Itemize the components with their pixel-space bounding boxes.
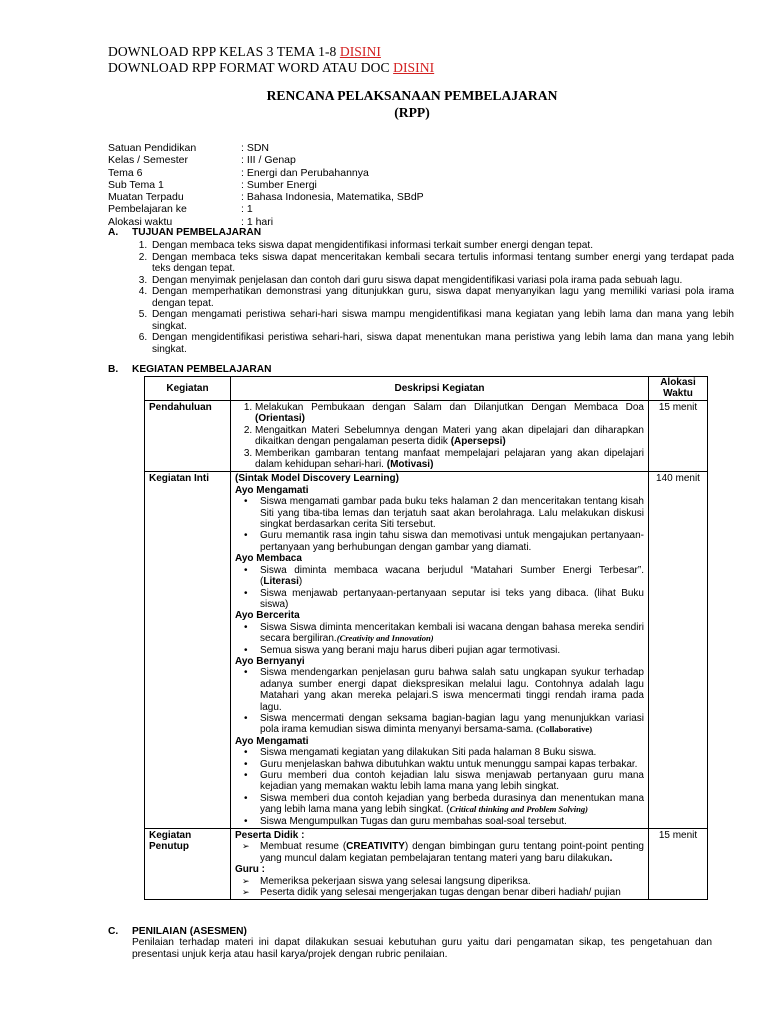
row-description bbox=[231, 472, 649, 829]
info-row: Kelas / Semester : III / Genap bbox=[108, 154, 296, 167]
list-item: • Guru menjelaskan bahwa dibutuhkan waktu untuk menunggu sampai kapas terbakar. bbox=[250, 759, 644, 770]
list-item: • Siswa mencermati dengan seksama bagian-bagian lagu yang menunjukkan variasi pola irama kemudian siswa diminta menyanyi bersama-sama. (Collaborative) bbox=[250, 713, 644, 736]
row-description bbox=[231, 829, 649, 900]
section-c-heading: C. PENILAIAN (ASESMEN) bbox=[108, 926, 247, 937]
header-deskripsi: Deskripsi Kegiatan bbox=[231, 377, 649, 401]
info-row: Sub Tema 1 : Sumber Energi bbox=[108, 178, 317, 191]
info-row: Tema 6 : Energi dan Perubahannya bbox=[108, 166, 369, 179]
list-item: • Siswa Mengumpulkan Tugas dan guru membahas soal-soal tersebut. bbox=[250, 816, 644, 827]
objectives-list bbox=[132, 240, 734, 355]
list-item: • Siswa diminta membaca wacana berjudul “Matahari Sumber Energi Terbesar”. (Literasi) bbox=[250, 565, 644, 588]
download-link-2[interactable]: DISINI bbox=[393, 60, 435, 75]
list-item: ➢ Membuat resume (CREATIVITY) dengan bimbingan guru tentang point-point penting yang muncul dalam kegiatan pembelajaran tentang materi yang baru dilakukan. bbox=[250, 841, 644, 864]
list-item: • Siswa memberi dua contoh kejadian yang berbeda durasinya dan menentukan mana yang lebih lama mana yang lebih singkat. (Critical thinking and Problem Solving) bbox=[250, 793, 644, 816]
subheading: Ayo Mengamati bbox=[235, 484, 309, 496]
objective-item: 4. Dengan memperhatikan demonstrasi yang ditunjukkan guru, siswa dapat menyanyikan lagu yang memiliki variasi pola irama dengan tepat. bbox=[150, 286, 734, 309]
activities-table bbox=[144, 376, 708, 900]
model-heading: (Sintak Model Discovery Learning) bbox=[235, 473, 399, 485]
list-item: 2. Mengaitkan Materi Sebelumnya dengan Materi yang akan dipelajari dan diharapkan dikaitkan dengan pengalaman peserta didik (Apersepsi) bbox=[255, 425, 644, 448]
section-a-heading: A. TUJUAN PEMBELAJARAN bbox=[108, 227, 262, 238]
table-row-pendahuluan bbox=[145, 401, 708, 472]
document-title: RENCANA PELAKSANAAN PEMBELAJARAN bbox=[266, 88, 558, 103]
row-label: Kegiatan Inti bbox=[145, 472, 231, 829]
subheading: Ayo Mengamati bbox=[235, 735, 309, 747]
table-row-inti bbox=[145, 472, 708, 829]
table-header-row bbox=[145, 377, 708, 401]
list-item: • Semua siswa yang berani maju harus diberi pujian agar termotivasi. bbox=[250, 645, 644, 656]
assessment-paragraph: Penilaian terhadap materi ini dapat dilakukan sesuai kebutuhan guru yaitu dari pengamatan sikap, tes pengetahuan dan presentasi unjuk kerja atau hasil karya/projek dengan rubric penilaian. bbox=[132, 937, 712, 960]
row-time: 15 menit bbox=[649, 829, 708, 900]
list-item: • Siswa mengamati kegiatan yang dilakukan Siti pada halaman 8 Buku siswa. bbox=[250, 747, 644, 758]
document-subtitle: (RPP) bbox=[394, 105, 430, 120]
info-row: Pembelajaran ke : 1 bbox=[108, 203, 253, 216]
subheading: Ayo Membaca bbox=[235, 553, 302, 565]
row-label: Kegiatan Penutup bbox=[145, 829, 231, 900]
download-link-1[interactable]: DISINI bbox=[339, 44, 381, 59]
list-item: ➢ Memeriksa pekerjaan siswa yang selesai langsung diperiksa. bbox=[250, 876, 644, 887]
row-description bbox=[231, 401, 649, 472]
list-item: 3. Memberikan gambaran tentang manfaat mempelajari pelajaran yang akan dipelajari dalam kehidupan sehari-hari. (Motivasi) bbox=[255, 448, 644, 471]
subheading: Peserta Didik : bbox=[235, 830, 305, 842]
list-item: ➢ Peserta didik yang selesai mengerjakan tugas dengan benar diberi hadiah/ pujian bbox=[250, 887, 644, 898]
download-line-1: DOWNLOAD RPP KELAS 3 TEMA 1-8 DISINI bbox=[108, 44, 381, 59]
objective-item: 5. Dengan mengamati peristiwa sehari-hari siswa mampu mengidentifikasi mana kegiatan yang lebih lama dan mana yang lebih singkat. bbox=[150, 309, 734, 332]
table-row-penutup bbox=[145, 829, 708, 900]
subheading: Guru : bbox=[235, 864, 265, 876]
objective-item: 3. Dengan menyimak penjelasan dan contoh dari guru siswa dapat mengidentifikasi variasi pola irama pada sebuah lagu. bbox=[150, 275, 734, 287]
subheading: Ayo Bercerita bbox=[235, 610, 300, 622]
objective-item: 1. Dengan membaca teks siswa dapat mengidentifikasi informasi terkait sumber energi dengan tepat. bbox=[150, 240, 734, 252]
list-item: • Siswa mengamati gambar pada buku teks halaman 2 dan menceritakan tentang kisah Siti yang tiba-tiba lemas dan terjatuh saat akan berolahraga. Lalu melakukan diskusi singkat berdasarkan cerita Siti tersebut. bbox=[250, 496, 644, 530]
list-item: • Siswa menjawab pertanyaan-pertanyaan seputar isi teks yang dibaca. (lihat Buku siswa) bbox=[250, 588, 644, 611]
info-row: Muatan Terpadu : Bahasa Indonesia, Matematika, SBdP bbox=[108, 191, 424, 204]
list-item: 1. Melakukan Pembukaan dengan Salam dan Dilanjutkan Dengan Membaca Doa (Orientasi) bbox=[255, 402, 644, 425]
header-kegiatan: Kegiatan bbox=[145, 377, 231, 401]
info-row: Alokasi waktu : 1 hari bbox=[108, 215, 274, 228]
list-item: • Siswa mendengarkan penjelasan guru bahwa salah satu ungkapan syukur terhadap adanya sumber energi dapat diekspresikan melalui lagu. Contohnya adalah lagu Matahari yang akan mereka pelajari.S iswa mencermati tinggi rendah irama pada lagu. bbox=[250, 667, 644, 713]
row-label: Pendahuluan bbox=[145, 401, 231, 472]
objective-item: 6. Dengan mengidentifikasi peristiwa sehari-hari, siswa dapat menentukan mana peristiwa yang lebih lama dan mana yang lebih singkat. bbox=[150, 332, 734, 355]
header-alokasi: Alokasi Waktu bbox=[649, 377, 708, 401]
row-time: 15 menit bbox=[649, 401, 708, 472]
subheading: Ayo Bernyanyi bbox=[235, 655, 305, 667]
row-time: 140 menit bbox=[649, 472, 708, 829]
identity-block bbox=[108, 142, 424, 228]
download-line-2: DOWNLOAD RPP FORMAT WORD ATAU DOC DISINI bbox=[108, 60, 435, 75]
info-row: Satuan Pendidikan : SDN bbox=[108, 142, 270, 154]
list-item: • Siswa Siswa diminta menceritakan kembali isi wacana dengan bahasa mereka sendiri secara bergiliran.(Creativity and Innovation) bbox=[250, 622, 644, 645]
list-item: • Guru memantik rasa ingin tahu siswa dan memotivasi untuk mengajukan pertanyaan-pertanyaan yang berhubungan dengan gambar yang diamati. bbox=[250, 530, 644, 553]
list-item: • Guru memberi dua contoh kejadian lalu siswa menjawab pertanyaan guru mana kejadian yang memakan waktu lebih lama mana yang lebih singkat. bbox=[250, 770, 644, 793]
section-b-heading: B. KEGIATAN PEMBELAJARAN bbox=[108, 364, 272, 375]
objective-item: 2. Dengan membaca teks siswa dapat menceritakan kembali secara tertulis informasi tentang sumber energi yang terdapat pada teks dengan tepat. bbox=[150, 252, 734, 275]
